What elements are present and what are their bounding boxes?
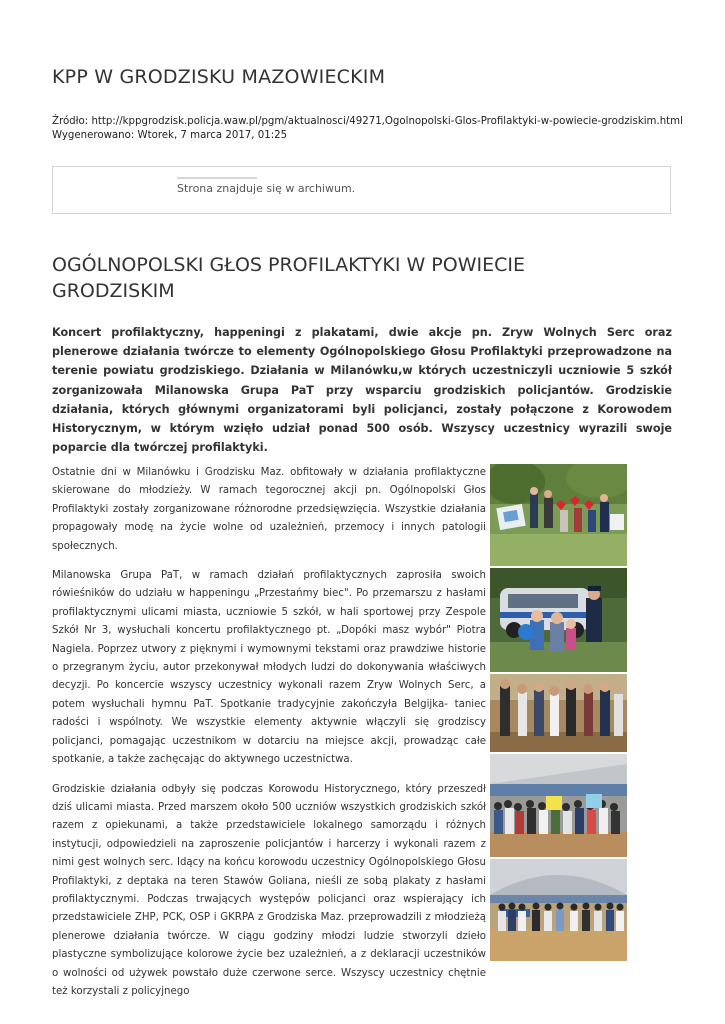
meta-info (52, 115, 692, 143)
photo-police-car-children[interactable] (490, 568, 627, 672)
photo-sports-hall-gathering[interactable] (490, 859, 627, 961)
photo-sports-hall-crowd[interactable] (490, 754, 627, 857)
site-title: KPP W GRODZISKU MAZOWIECKIM (52, 66, 386, 88)
article-lead: Koncert profilaktyczny, happeningi z plakatami, dwie akcje pn. Zryw Wolnych Serc oraz plenerowe działania twórcze to elementy Ogólnopolskiego Głosu Profilaktyki przeprowadzone na terenie powiatu grodziskiego. Działania w Milanówku,w których uczestniczyli uczniowie 5 szkół zorganizowała Milanowska Grupa PaT przy wsparciu grodziskich policjantów. Grodziskie działania, których głównymi organizatorami byli policjanci, zostały połączone z Korowodem Historycznym, w którym wzięło udział ponad 500 osób. Wszyscy uczestnicy wyrazili swoje poparcie dla twórczej profilaktyki. (52, 326, 672, 455)
archive-divider (177, 177, 257, 179)
article-body (52, 464, 486, 1012)
article-paragraph: Grodziskie działania odbyły się podczas Korowodu Historycznego, który przeszedł dziś ulicami miasta. Przed marszem około 500 uczniów wszystkich grodziskich szkół razem z opiekunami, a także przedstawiciele lokalnego samorządu i różnych instytucji, odpowiedzieli na zaproszenie policjantów i harcerzy i wykonali razem z nimi gest wolnych serc. Idący na końcu korowodu uczestnicy Ogólnopolskiego Głosu Profilaktyki, z deptaka na teren Stawów Goliana, nieśli ze sobą plakaty z hasłami profilaktycznymi. Podczas trwających występów policjanci oraz wspierający ich przedstawiciele ZHP, PCK, OSP i GKRPA z Grodziska Maz. przeprowadzili z młodzieżą plenerowe działania twórcze. W ciągu godziny młodzi ludzie stworzyli dzieło plastyczne symbolizujące kolorowe życie bez uzależnień, a z deklaracji uczestników o wolności od używek powstało duże czerwone serce. Wszyscy uczestnicy chętnie też korzystali z policyjnego (52, 783, 486, 997)
generated-date: Wygenerowano: Wtorek, 7 marca 2017, 01:25 (52, 130, 288, 141)
photo-column (490, 464, 627, 963)
article-paragraph: Ostatnie dni w Milanówku i Grodzisku Maz. obfitowały w działania profilaktyczne skierowane do młodzieży. W ramach tegorocznej akcji pn. Ogólnopolski Głos Profilaktyki zostały zorganizowane różnorodne przedsięwzięcia. Wszystkie działania propagowały modę na życie wolne od uzależnień, przemocy i innych patologii społecznych. (52, 467, 486, 552)
photo-school-corridor[interactable] (490, 674, 627, 752)
article-title: OGÓLNOPOLSKI GŁOS PROFILAKTYKI W POWIECIE GRODZISKIM (52, 254, 525, 302)
photo-happening-posters[interactable] (490, 464, 627, 566)
source-url[interactable]: Źródło: http://kppgrodzisk.policja.waw.pl/pgm/aktualnosci/49271,Ogolnopolski-Glos-Profilaktyki-w-powiecie-grodziskim.html (52, 116, 683, 127)
article-paragraph: Milanowska Grupa PaT, w ramach działań profilaktycznych zaprosiła swoich rówieśników do udziału w happeningu „Przestańmy biec". Po przemarszu z hasłami profilaktycznymi ulicami miasta, uczniowie 5 szkół, w hali sportowej przy Zespole Szkół Nr 3, wysłuchali koncertu profilaktycznego pt. „Dopóki masz wybór" Piotra Nagiela. Poprzez utwory z pięknymi i wymownymi tekstami oraz prawdziwe historie o przegranym życiu, autor przekonywał młodych ludzi do dokonywania właściwych decyzji. Po koncercie wszyscy uczestnicy wykonali razem Zryw Wolnych Serc, a potem wysłuchali hymnu PaT. Spotkanie tradycyjnie zakończyła Belgijka- taniec radości i wspólnoty. We wszystkie elementy aktywnie włączyli się grodziscy policjanci, pomagając uczestnikom w dotarciu na miejsce akcji, prowadząc całe spotkanie, a także zachęcając do aktywnego uczestnictwa. (52, 570, 486, 766)
archive-message: Strona znajduje się w archiwum. (177, 182, 356, 195)
archive-notice (52, 166, 671, 214)
